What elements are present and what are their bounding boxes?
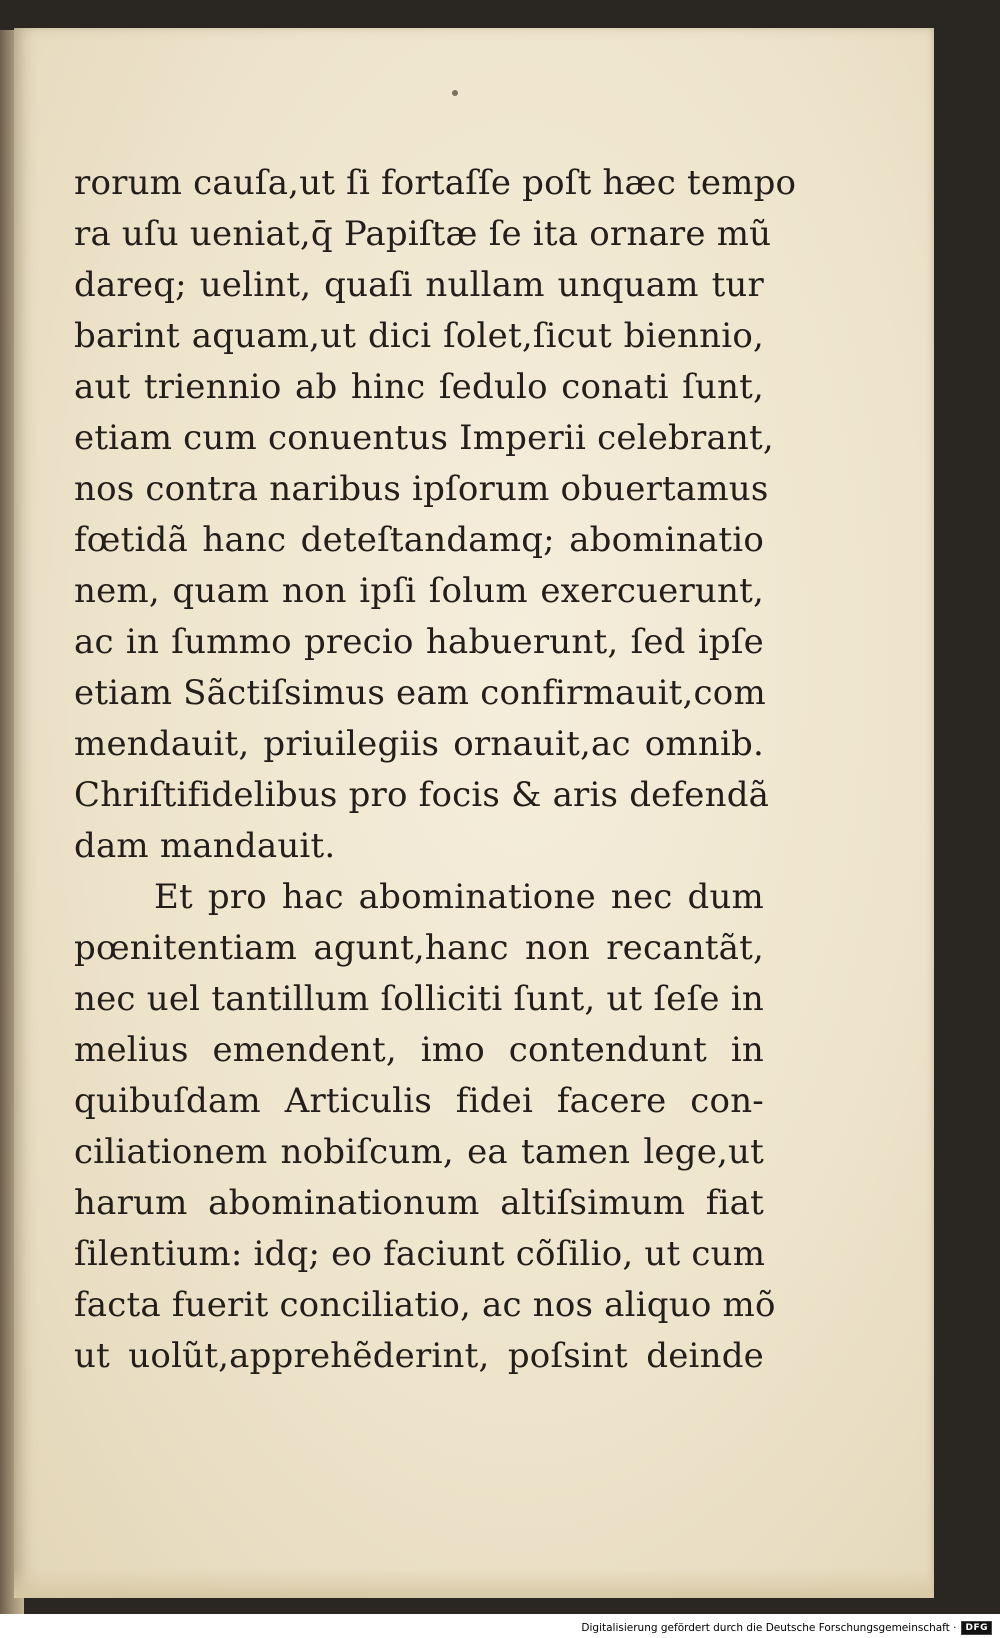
text-line: etiam cum conuentus Imperii celebrant,	[74, 418, 774, 458]
text-line-paragraph-start: Et pro hac abominatione nec dum	[154, 877, 764, 917]
text-line: etiam Sãctiſsimus eam confirmauit,com	[74, 673, 766, 713]
text-line: aut triennio ab hinc ſedulo conati ſunt,	[74, 367, 764, 407]
text-line: quibuſdam Articulis fidei facere con-	[74, 1081, 764, 1121]
text-line: dam mandauit.	[74, 826, 336, 866]
text-line: ra uſu ueniat,q̄ Papiſtæ ſe ita ornare mũ	[74, 214, 772, 254]
text-line: ac in ſummo precio habuerunt, ſed ipſe	[74, 622, 764, 662]
text-line: pœnitentiam agunt,hanc non recantãt,	[74, 928, 764, 968]
book-page	[14, 28, 934, 1598]
text-line: Chriſtifidelibus pro focis & aris defendã	[74, 775, 770, 815]
text-line: fœtidã hanc deteſtandamq; abominatio	[74, 520, 764, 560]
text-line: ut uolũt,apprehẽderint, poſsint deinde	[74, 1336, 764, 1376]
ink-dot	[452, 90, 458, 96]
page-text	[74, 158, 797, 1382]
text-line: nem, quam non ipſi ſolum exercuerunt,	[74, 571, 764, 611]
credit-text: Digitalisierung gefördert durch die Deutsche Forschungsgemeinschaft ·	[581, 1622, 957, 1634]
text-line: harum abominationum altiſsimum fiat	[74, 1183, 764, 1223]
footer-bar	[0, 1614, 1000, 1638]
text-line: dareq; uelint, quaſi nullam unquam tur	[74, 265, 764, 305]
text-line: barint aquam,ut dici ſolet,ſicut biennio,	[74, 316, 764, 356]
text-line: ſilentium: idq; eo faciunt cõſilio, ut cum	[74, 1234, 766, 1274]
funding-credit	[581, 1621, 992, 1635]
text-line: nec uel tantillum ſolliciti ſunt, ut ſeſe in	[74, 979, 764, 1019]
text-line: nos contra naribus ipſorum obuertamus	[74, 469, 769, 509]
page-bottom-shadow	[14, 1568, 934, 1598]
text-line: mendauit, priuilegiis ornauit,ac omnib.	[74, 724, 764, 764]
text-line: melius emendent, imo contendunt in	[74, 1030, 764, 1070]
text-line: facta fuerit conciliatio, ac nos aliquo mõ	[74, 1285, 776, 1325]
text-line: ciliationem nobiſcum, ea tamen lege,ut	[74, 1132, 764, 1172]
dfg-logo: DFG	[961, 1621, 992, 1635]
text-line: rorum cauſa,ut ſi fortaſſe poſt hæc tempo	[74, 163, 797, 203]
